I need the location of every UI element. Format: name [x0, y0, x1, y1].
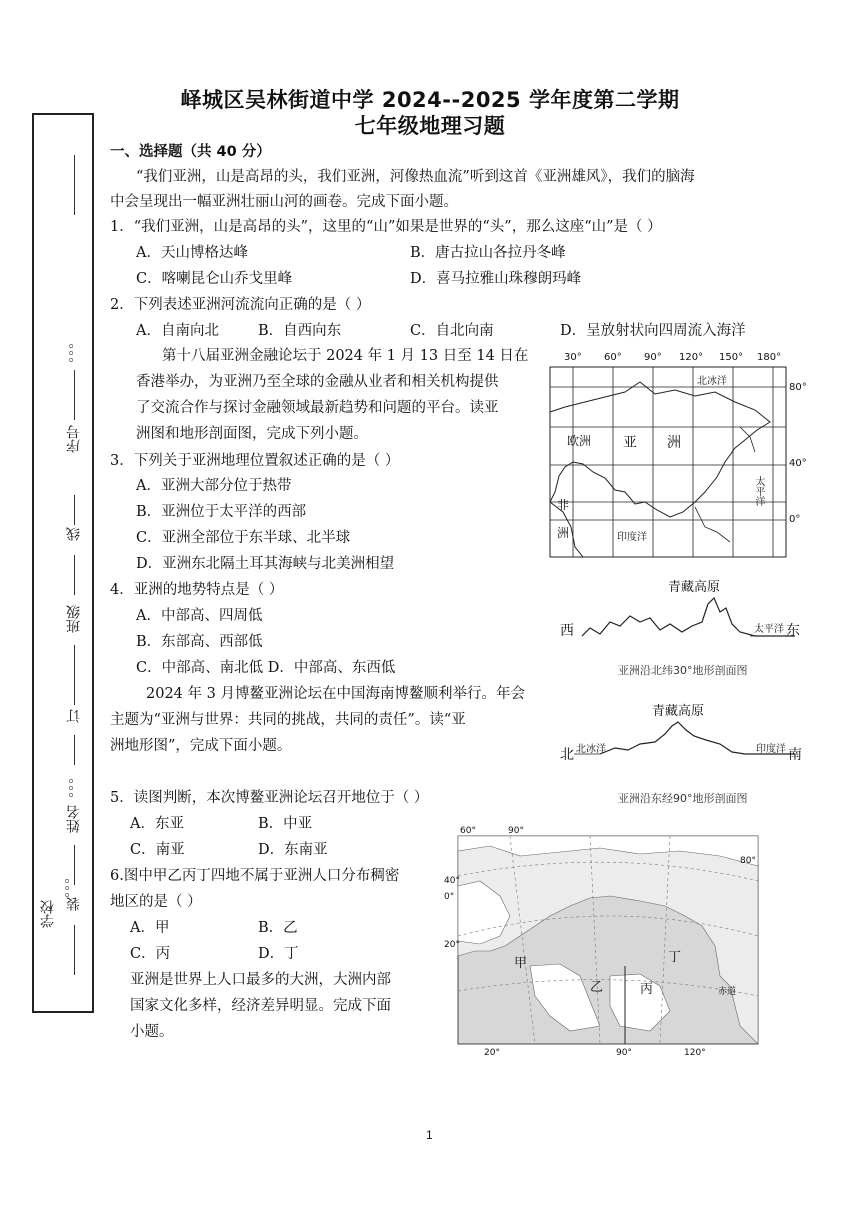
- profile2-peak-label: 青藏高原: [652, 703, 705, 718]
- map1-lon-120: 120°: [679, 352, 704, 363]
- q5-option-a[interactable]: A．东亚: [130, 816, 184, 832]
- q3-option-d[interactable]: D．亚洲东北隔土耳其海峡与北美洲相望: [136, 556, 395, 572]
- map2-lon-120: 120°: [684, 1048, 706, 1058]
- map1-lon-180: 180°: [757, 352, 782, 363]
- section-heading: 一、选择题（共 40 分）: [110, 144, 271, 160]
- q4-option-a[interactable]: A．中部高、四周低: [136, 608, 263, 624]
- q5-stem: 5．读图判断，本次博鳌亚洲论坛召开地位于（ ）: [110, 790, 429, 806]
- map2-lon-90-bottom: 90°: [616, 1048, 632, 1058]
- profile1-caption: 亚洲沿北纬30°地形剖面图: [618, 664, 748, 677]
- passage4-line1: 亚洲是世界上人口最多的大洲，大洲内部: [130, 972, 391, 988]
- passage4-line3: 小题。: [130, 1024, 174, 1040]
- map1-lat-0: 0°: [789, 514, 801, 525]
- profile1-peak-label: 青藏高原: [668, 579, 721, 594]
- binding-dots: 。。。: [68, 335, 84, 363]
- q1-option-c[interactable]: C．喀喇昆仑山乔戈里峰: [136, 271, 293, 287]
- profile1-pacific: 太平洋: [754, 624, 784, 635]
- profile2-caption: 亚洲沿东经90°地形剖面图: [618, 792, 748, 805]
- q1-option-a[interactable]: A．天山博格达峰: [136, 245, 248, 261]
- q6-option-a[interactable]: A．甲: [130, 920, 170, 936]
- asia-grid-map-svg: [545, 352, 815, 562]
- map1-europe: 欧洲: [567, 434, 592, 448]
- q5-option-b[interactable]: B．中亚: [258, 816, 313, 832]
- q3-stem: 3．下列关于亚洲地理位置叙述正确的是（ ）: [110, 453, 400, 469]
- q4-option-b[interactable]: B．东部高、西部低: [136, 634, 263, 650]
- q5-option-c[interactable]: C．南亚: [130, 842, 185, 858]
- passage2-line1: 第十八届亚洲金融论坛于 2024 年 1 月 13 日至 14 日在: [162, 348, 529, 364]
- q2-option-d[interactable]: D．呈放射状向四周流入海洋: [560, 323, 746, 339]
- passage1-line1: “我们亚洲，山是高昂的头，我们亚洲，河像热血流”听到这首《亚洲雄风》，我们的脑海: [136, 169, 695, 185]
- name-label: 姓名: [66, 805, 82, 833]
- map1-indian-ocean: 印度洋: [617, 532, 647, 543]
- passage2-line4: 洲图和地形剖面图，完成下列小题。: [136, 426, 368, 442]
- map1-pacific-ocean: 太平洋: [753, 476, 764, 506]
- passage2-line2: 香港举办，为亚洲乃至全球的金融从业者和相关机构提供: [136, 374, 499, 390]
- map2-lat-80: 80°: [740, 856, 756, 866]
- q3-option-a[interactable]: A．亚洲大部分位于热带: [136, 478, 292, 494]
- map1-lon-150: 150°: [719, 352, 744, 363]
- q6-stem-line1: 6.图中甲乙丙丁四地不属于亚洲人口分布稠密: [110, 868, 400, 884]
- profile1-west: 西: [560, 623, 574, 639]
- q5-option-d[interactable]: D．东南亚: [258, 842, 328, 858]
- q3-option-b[interactable]: B．亚洲位于太平洋的西部: [136, 504, 307, 520]
- school-label: 学校: [40, 900, 56, 928]
- q2-option-c[interactable]: C．自北向南: [410, 323, 494, 339]
- map2-lon-60: 60°: [460, 826, 476, 836]
- map2-lon-90: 90°: [508, 826, 524, 836]
- q2-option-b[interactable]: B．自西向东: [258, 323, 342, 339]
- map2-lat-40: 40°: [444, 876, 460, 886]
- exam-title-line2: 七年级地理习题: [354, 114, 506, 138]
- map2-place-yi: 乙: [590, 980, 604, 995]
- binding-line-char: 线: [66, 527, 82, 541]
- map2-lat-0: 0°: [444, 892, 455, 902]
- map1-africa-2: 洲: [557, 526, 570, 540]
- profile-30n: [560, 576, 810, 676]
- q1-stem: 1．“我们亚洲，山是高昂的头”，这里的“山”如果是世界的“头”，那么这座“山”是（ ）: [110, 219, 662, 235]
- binding-bind-char: 装: [66, 897, 82, 911]
- profile2-north: 北: [560, 747, 574, 763]
- map1-arctic-ocean: 北冰洋: [697, 376, 727, 387]
- binding-order-char: 订: [66, 709, 82, 723]
- map2-place-bing: 丙: [640, 982, 654, 997]
- q2-option-a[interactable]: A．自南向北: [136, 323, 219, 339]
- q1-option-d[interactable]: D．喜马拉雅山珠穆朗玛峰: [410, 271, 582, 287]
- passage1-line2: 中会呈现出一幅亚洲壮丽山河的画卷。完成下面小题。: [110, 194, 458, 210]
- map2-lat-20: 20°: [444, 940, 460, 950]
- q4-option-cd[interactable]: C．中部高、南北低 D．中部高、东西低: [136, 660, 396, 676]
- asia-population-map-svg: [440, 826, 770, 1058]
- map1-africa-1: 非: [557, 498, 570, 512]
- q6-option-d[interactable]: D．丁: [258, 946, 299, 962]
- q2-stem: 2．下列表述亚洲河流流向正确的是（ ）: [110, 297, 371, 313]
- map1-lat-40: 40°: [789, 458, 807, 469]
- profile-90e: [560, 700, 810, 810]
- profile2-indian: 印度洋: [756, 744, 786, 755]
- q6-option-c[interactable]: C．丙: [130, 946, 171, 962]
- binding-dots-3: 。。。: [64, 870, 80, 898]
- map2-lon-20: 20°: [484, 1048, 500, 1058]
- profile2-south: 南: [788, 747, 802, 763]
- q6-stem-line2: 地区的是（ ）: [110, 894, 202, 910]
- passage2-line3: 了交流合作与探讨金融领域最新趋势和问题的平台。读亚: [136, 400, 499, 416]
- map1-lon-90: 90°: [644, 352, 662, 363]
- map1-lon-60: 60°: [604, 352, 622, 363]
- map1-asia-2: 洲: [667, 435, 681, 451]
- seat-number-label: 序号: [66, 425, 82, 453]
- page-number: 1: [426, 1128, 433, 1142]
- map2-equator-label: 赤道: [718, 987, 737, 997]
- profile2-arctic: 北冰洋: [576, 744, 606, 755]
- class-label: 班级: [66, 605, 82, 633]
- exam-title-line1: 峄城区吴林街道中学 2024--2025 学年度第二学期: [180, 88, 680, 112]
- asia-population-map: [440, 826, 770, 1058]
- binding-dots-2: 。。。: [68, 770, 84, 798]
- q3-option-c[interactable]: C．亚洲全部位于东半球、北半球: [136, 530, 351, 546]
- map2-place-jia: 甲: [514, 956, 528, 971]
- q4-stem: 4．亚洲的地势特点是（ ）: [110, 582, 284, 598]
- passage3-line1: 2024 年 3 月博鳌亚洲论坛在中国海南博鳌顺利举行。年会: [146, 686, 525, 702]
- map1-lat-80: 80°: [789, 382, 807, 393]
- profile1-east: 东: [786, 623, 800, 639]
- map2-place-ding: 丁: [668, 950, 682, 965]
- passage3-line2: 主题为“亚洲与世界：共同的挑战，共同的责任”。读“亚: [110, 712, 466, 728]
- passage3-line3: 洲地形图”，完成下面小题。: [110, 738, 292, 754]
- passage4-line2: 国家文化多样，经济差异明显。完成下面: [130, 998, 391, 1014]
- q1-option-b[interactable]: B．唐古拉山各拉丹冬峰: [410, 245, 566, 261]
- map1-asia-1: 亚: [623, 435, 637, 451]
- map1-lon-30: 30°: [564, 352, 582, 363]
- asia-grid-map: [545, 352, 815, 562]
- q6-option-b[interactable]: B．乙: [258, 920, 298, 936]
